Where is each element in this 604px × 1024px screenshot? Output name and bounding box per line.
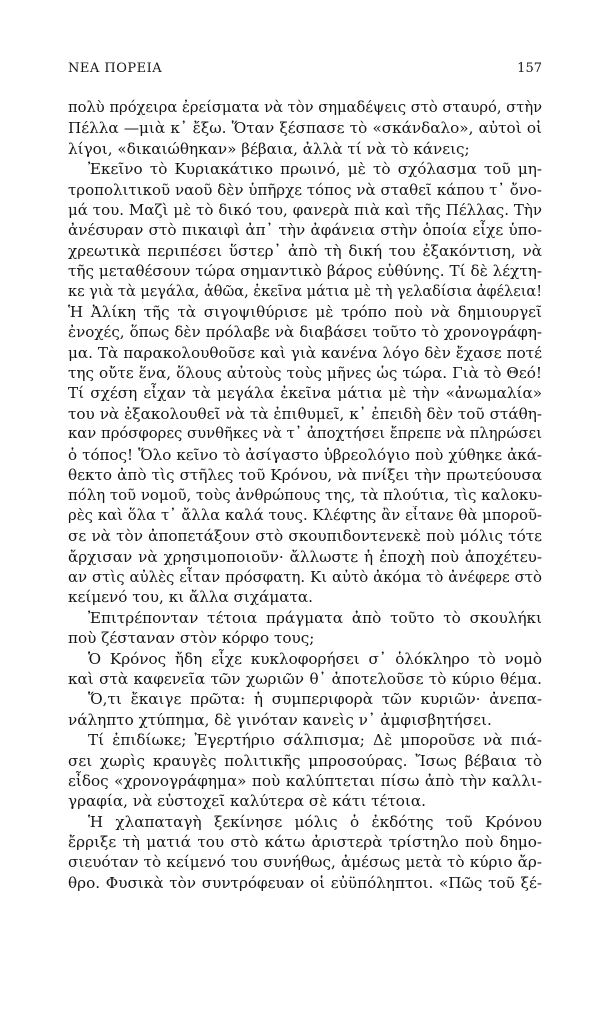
text-line: τροπολιτικοῦ ναοῦ δὲν ὑπῆρχε τόπος νὰ σταθεῖ κάπου τ᾽ ὄνο-: [68, 180, 542, 199]
text-line: Ἐπιτρέπονταν τέτοια πράγματα ἀπὸ τοῦτο τὸ σκουλήκι: [88, 608, 542, 627]
page-number: 157: [517, 61, 542, 76]
text-line: του νὰ ἐξακολουθεῖ νὰ τὰ ἐπιθυμεῖ, κ᾽ ἐπειδὴ δὲν τοῦ στάθη-: [68, 404, 542, 423]
text-line: κείμενό του, κι ἄλλα σιχάματα.: [68, 588, 313, 607]
text-line: Ἡ χλαπαταγὴ ξεκίνησε μόλις ὁ ἐκδότης τοῦ Κρόνου: [88, 812, 542, 831]
text-line: Τί σχέση εἶχαν τὰ μεγάλα ἐκεῖνα μάτια μὲ τὴν «ἀνωμαλία»: [68, 384, 542, 403]
body-text: [68, 98, 542, 893]
text-line: ὁ τόπος! Ὅλο κεῖνο τὸ ἀσίγαστο ὑβρεολόγιο ποὺ χύθηκε ἀκά-: [68, 445, 542, 464]
text-line: πόλη τοῦ νομοῦ, τοὺς ἀνθρώπους της, τὰ πλούτια, τὶς καλοκυ-: [68, 486, 542, 505]
text-line: Ἐκεῖνο τὸ Κυριακάτικο πρωινό, μὲ τὸ σχόλασμα τοῦ μη-: [88, 160, 542, 179]
running-header-title: ΝΕΑ ΠΟΡΕΙΑ: [68, 61, 163, 76]
text-line: Ὅ,τι ἔκαιγε πρῶτα: ἡ συμπεριφορὰ τῶν κυριῶν· ἀνεπα-: [88, 690, 542, 709]
text-line: μά του. Μαζὶ μὲ τὸ δικό του, φανερὰ πιὰ καὶ τῆς Πέλλας. Τὴν: [68, 200, 542, 219]
text-line: Ἡ Ἀλίκη τῆς τὰ σιγοψιθύρισε μὲ τρόπο ποὺ νὰ δημιουργεῖ: [68, 302, 542, 321]
text-line: σιευόταν τὸ κείμενό του συνήθως, ἀμέσως μετὰ τὸ κύριο ἄρ-: [68, 853, 542, 872]
text-line: σε νὰ τὸν ἀποπετάξουν στὸ σκουπιδοντενεκὲ ποὺ μόλις τότε: [68, 527, 542, 546]
text-line: εἶδος «χρονογράφημα» ποὺ καλύπτεται πίσω ἀπὸ τὴν καλλι-: [68, 771, 542, 790]
text-line: θρο. Φυσικὰ τὸν συντρόφευαν οἱ εὐϋπόληπτοι. «Πῶς τοῦ ξέ-: [68, 873, 542, 892]
text-line: αν στὶς αὐλὲς εἶταν πρόσφατη. Κι αὐτὸ ἀκόμα τὸ ἀνέφερε στὸ: [68, 567, 542, 586]
text-line: σει χωρὶς κραυγὲς πολιτικῆς μπροσούρας. Ἴσως βέβαια τὸ: [68, 751, 542, 770]
text-line: ρὲς καὶ ὅλα τ᾽ ἄλλα καλά τους. Κλέφτης ἂν εἶτανε θὰ μποροῦ-: [68, 506, 542, 524]
text-line: κε γιὰ τὰ μεγάλα, ἀθῶα, ἐκεῖνα μάτια μὲ τὴ γελαδίσια ἀφέλεια!: [68, 283, 542, 300]
text-line: μα. Τὰ παρακολουθοῦσε καὶ γιὰ κανένα λόγο δὲν ἔχασε ποτέ: [68, 343, 542, 362]
text-line: καὶ στὰ καφενεῖα τῶν χωριῶν θ᾽ ἀποτελοῦσε τὸ κύριο θέμα.: [68, 669, 542, 688]
text-line: ἀνέσυραν στὸ πικαιφὶ ἀπ᾽ τὴν ἀφάνεια στὴν ὁποία εἶχε ὑπο-: [68, 221, 542, 240]
text-line: της οὔτε ἕνα, ὅλους αὐτοὺς τοὺς μῆνες ὡς τώρα. Γιὰ τὸ Θεό!: [68, 364, 542, 383]
text-line: Τί ἐπιδίωκε; Ἐγερτήριο σάλπισμα; Δὲ μποροῦσε νὰ πιά-: [88, 731, 542, 750]
text-line: λίγοι, «δικαιώθηκαν» βέβαια, ἀλλὰ τί νὰ τὸ κάνεις;: [68, 139, 470, 158]
text-line: χρεωτικὰ περιπέσει ὕστερ᾽ ἀπὸ τὴ δική του ἐξακόντιση, νὰ: [68, 241, 542, 260]
text-line: γραφία, νὰ εὐστοχεῖ καλύτερα σὲ κάτι τέτοια.: [68, 792, 426, 811]
text-line: θεκτο ἀπὸ τὶς στῆλες τοῦ Κρόνου, νὰ πνίξει τὴν πρωτεύουσα: [68, 466, 542, 485]
text-line: ἐνοχές, ὅπως δὲν πρόλαβε νὰ διαβάσει τοῦτο τὸ χρονογράφη-: [68, 323, 542, 342]
text-line: τῆς μεταθέσουν τώρα σημαντικὸ βάρος εὐθύνης. Τί δὲ λέχτη-: [68, 262, 542, 281]
text-line: ἔρριξε τὴ ματιά του στὸ κάτω ἀριστερὰ τρίστηλο ποὺ δημο-: [68, 833, 542, 852]
text-line: ποὺ ζέσταναν στὸν κόρφο τους;: [68, 629, 315, 648]
text-line: Πέλλα —μιὰ κ᾽ ἔξω. Ὅταν ξέσπασε τὸ «σκάνδαλο», αὐτοὶ οἱ: [68, 119, 542, 138]
text-line: πολὺ πρόχειρα ἐρείσματα νὰ τὸν σημαδέψεις στὸ σταυρό, στὴν: [68, 99, 542, 116]
text-line: καν πρόσφορες συνθῆκες νὰ τ᾽ ἀποχτήσει ἔπρεπε νὰ πληρώσει: [68, 425, 542, 443]
running-header: [68, 61, 542, 81]
text-line: νάληπτο χτύπημα, δὲ γινόταν κανεὶς ν᾽ ἀμφισβητήσει.: [68, 710, 492, 729]
text-line: Ὁ Κρόνος ἤδη εἶχε κυκλοφορήσει σ᾽ ὁλόκληρο τὸ νομὸ: [88, 649, 542, 668]
text-line: ἄρχισαν νὰ χρησιμοποιοῦν· ἄλλωστε ἡ ἐποχὴ ποὺ ἀποχέτευ-: [68, 547, 542, 566]
